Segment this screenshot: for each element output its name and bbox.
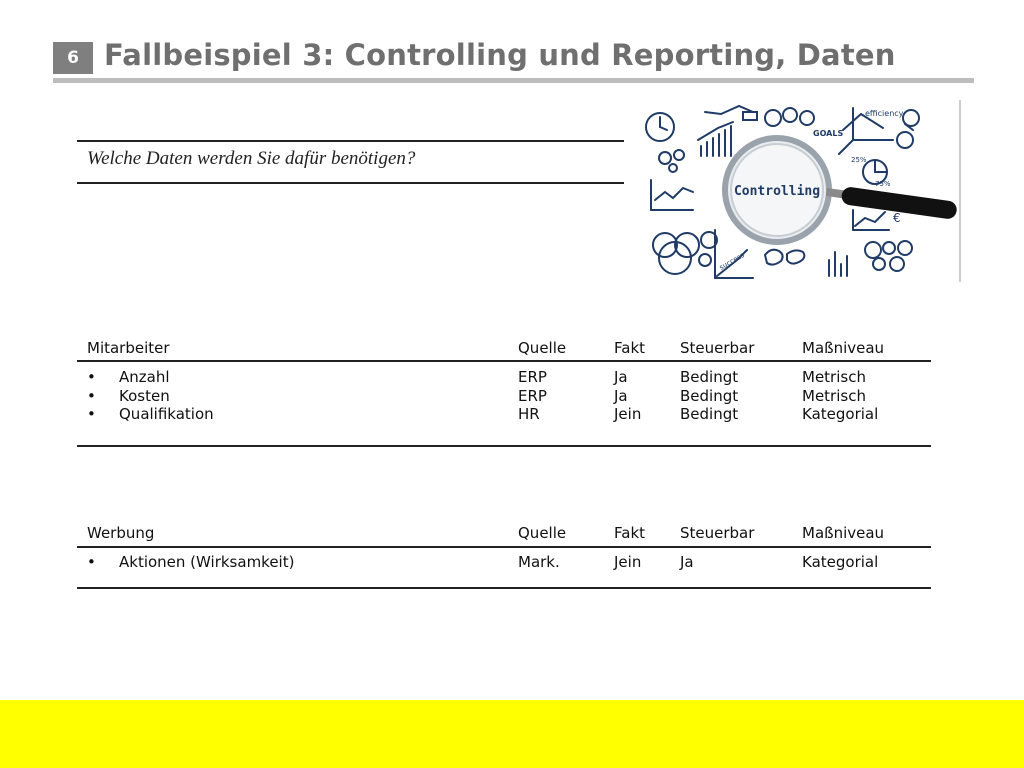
table-row: • Anzahl • Kosten • Qualifikation xyxy=(87,368,214,423)
svg-text:75%: 75% xyxy=(875,180,891,188)
table-row: • Aktionen (Wirksamkeit) xyxy=(87,553,295,571)
table-bottom-rule xyxy=(77,445,931,447)
svg-text:GOALS: GOALS xyxy=(813,129,844,138)
table-header-rule xyxy=(77,360,931,362)
table-cell-steuerbar: Ja xyxy=(680,553,694,571)
footer-band xyxy=(0,700,1024,768)
svg-text:25%: 25% xyxy=(851,156,867,164)
table-column-massniveau: Metrisch Metrisch Kategorial xyxy=(802,368,879,423)
table-column-fakt: Ja Ja Jein xyxy=(614,368,642,423)
svg-text:efficiency: efficiency xyxy=(865,109,904,118)
title-underline xyxy=(53,78,974,83)
table-cell-fakt: Jein xyxy=(614,553,642,571)
svg-text:success: success xyxy=(718,251,746,272)
question-top-rule xyxy=(77,140,624,142)
table-header-quelle: Quelle xyxy=(518,339,567,357)
slide-number-badge: 6 xyxy=(53,42,93,74)
illustration-center-text: Controlling xyxy=(733,184,821,199)
svg-text:€: € xyxy=(893,211,901,225)
table-cell-quelle: Mark. xyxy=(518,553,560,571)
table-cell-massniveau: Kategorial xyxy=(802,553,879,571)
table-header-massniveau: Maßniveau xyxy=(802,339,885,357)
table-header-category: Mitarbeiter xyxy=(87,339,170,357)
slide-title: Fallbeispiel 3: Controlling und Reporting, Daten xyxy=(104,38,896,72)
table-header-rule xyxy=(77,546,931,548)
table-header-fakt: Fakt xyxy=(614,339,646,357)
table-column-steuerbar: Bedingt Bedingt Bedingt xyxy=(680,368,739,423)
question-bottom-rule xyxy=(77,182,624,184)
table-header-category: Werbung xyxy=(87,524,155,542)
table-bottom-rule xyxy=(77,587,931,589)
controlling-illustration xyxy=(643,100,961,282)
controlling-sketch-icon xyxy=(643,100,959,282)
table-header-fakt: Fakt xyxy=(614,524,646,542)
table-header-steuerbar: Steuerbar xyxy=(680,339,755,357)
table-header-quelle: Quelle xyxy=(518,524,567,542)
table-column-quelle: ERP ERP HR xyxy=(518,368,547,423)
question-text: Welche Daten werden Sie dafür benötigen? xyxy=(87,148,416,169)
table-header-massniveau: Maßniveau xyxy=(802,524,885,542)
table-header-steuerbar: Steuerbar xyxy=(680,524,755,542)
